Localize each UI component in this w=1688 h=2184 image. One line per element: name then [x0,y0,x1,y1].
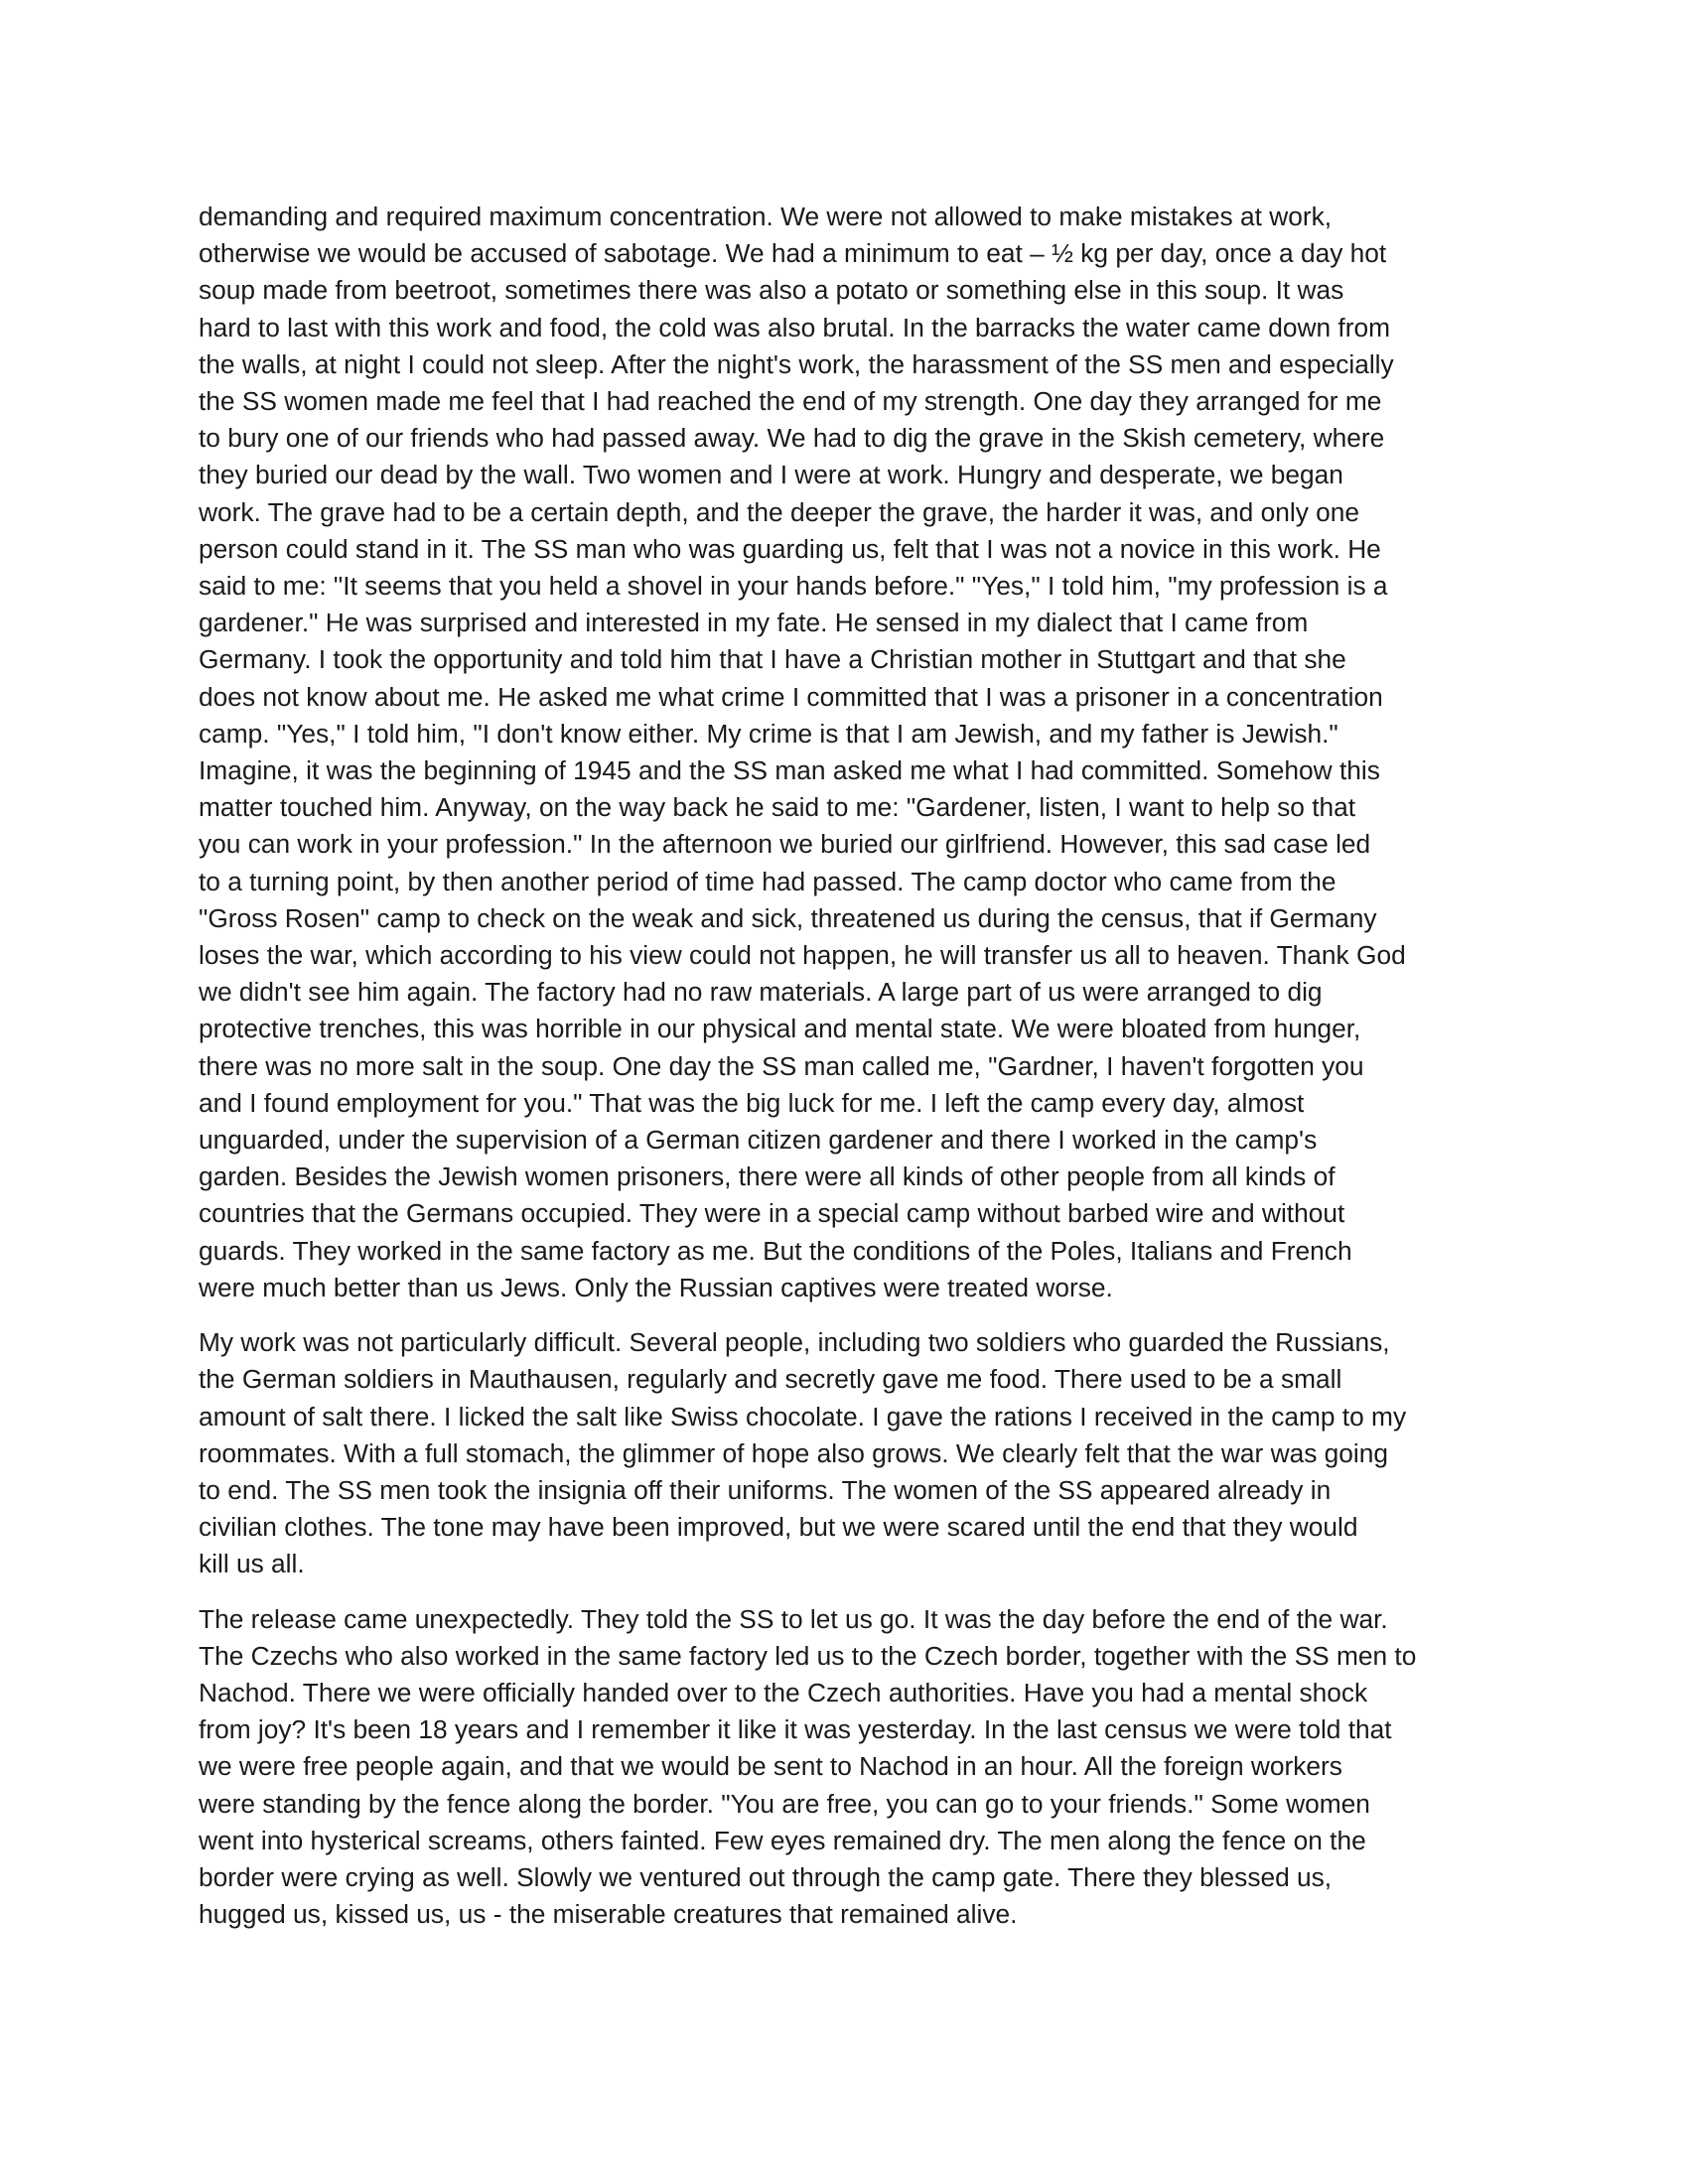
text-line: there was no more salt in the soup. One day the SS man called me, "Gardner, I haven't forgotten you [199,1050,1364,1081]
text-line: does not know about me. He asked me what crime I committed that I was a prisoner in a concentration [199,681,1383,712]
text-line: demanding and required maximum concentration. We were not allowed to make mistakes at work, [199,202,1333,231]
text-line: said to me: "It seems that you held a shovel in your hands before." "Yes," I told him, "my profession is a [199,571,1388,602]
text-line: hugged us, kissed us, us - the miserable creatures that remained alive. [199,1899,1018,1930]
text-line: to end. The SS men took the insignia off their uniforms. The women of the SS appeared already in [199,1474,1332,1505]
text-line: to bury one of our friends who had passed away. We had to dig the grave in the Skish cemetery, where [199,423,1385,454]
text-line: they buried our dead by the wall. Two women and I were at work. Hungry and desperate, we began [199,460,1343,490]
text-line: "Gross Rosen" camp to check on the weak and sick, threatened us during the census, that if Germany [199,902,1377,933]
text-line: the SS women made me feel that I had reached the end of my strength. One day they arranged for me [199,386,1382,417]
paragraph [199,1601,1499,1934]
text-line: countries that the Germans occupied. They were in a special camp without barbed wire and without [199,1198,1345,1229]
text-line: the walls, at night I could not sleep. After the night's work, the harassment of the SS men and especially [199,348,1394,379]
text-line: hard to last with this work and food, the cold was also brutal. In the barracks the water came down from [199,312,1391,342]
text-line: garden. Besides the Jewish women prisoners, there were all kinds of other people from all kinds of [199,1161,1336,1192]
document-body [199,199,1499,1933]
text-line: protective trenches, this was horrible in our physical and mental state. We were bloated from hunger, [199,1014,1361,1044]
paragraph-spacer [199,1583,1499,1601]
text-line: we were free people again, and that we would be sent to Nachod in an hour. All the foreign workers [199,1751,1342,1782]
text-line: and I found employment for you." That was the big luck for me. I left the camp every day, almost [199,1087,1305,1118]
text-line: Imagine, it was the beginning of 1945 and the SS man asked me what I had committed. Somehow this [199,755,1380,786]
text-line: from joy? It's been 18 years and I remember it like it was yesterday. In the last census we were told that [199,1714,1392,1745]
text-line: roommates. With a full stomach, the glimmer of hope also grows. We clearly felt that the war was going [199,1437,1388,1468]
text-line: camp. "Yes," I told him, "I don't know either. My crime is that I am Jewish, and my father is Jewish." [199,718,1338,749]
text-line: were much better than us Jews. Only the Russian captives were treated worse. [199,1272,1113,1302]
text-line: Nachod. There we were officially handed over to the Czech authorities. Have you had a mental shock [199,1677,1368,1707]
text-line: you can work in your profession." In the afternoon we buried our girlfriend. However, this sad case led [199,829,1371,860]
text-line: we didn't see him again. The factory had no raw materials. A large part of us were arranged to dig [199,977,1323,1008]
text-line: work. The grave had to be a certain depth, and the deeper the grave, the harder it was, and only one [199,496,1360,527]
paragraph-spacer [199,1306,1499,1324]
text-line: The release came unexpectedly. They told the SS to let us go. It was the day before the end of the war. [199,1603,1388,1634]
text-line: the German soldiers in Mauthausen, regularly and secretly gave me food. There used to be a small [199,1364,1342,1395]
text-line: person could stand in it. The SS man who was guarding us, felt that I was not a novice in this work. He [199,533,1381,564]
text-line: to a turning point, by then another period of time had passed. The camp doctor who came from the [199,866,1336,896]
text-line: civilian clothes. The tone may have been improved, but we were scared until the end that they would [199,1512,1358,1543]
text-line: loses the war, which according to his view could not happen, he will transfer us all to heaven. Thank God [199,940,1406,971]
text-line: matter touched him. Anyway, on the way back he said to me: "Gardener, listen, I want to help so that [199,792,1356,823]
text-line: Germany. I took the opportunity and told him that I have a Christian mother in Stuttgart and that she [199,644,1346,675]
text-line: The Czechs who also worked in the same factory led us to the Czech border, together with the SS men to [199,1640,1417,1671]
text-line: amount of salt there. I licked the salt like Swiss chocolate. I gave the rations I received in the camp to my [199,1401,1407,1432]
text-line: otherwise we would be accused of sabotage. We had a minimum to eat – ½ kg per day, once a day hot [199,238,1387,269]
text-line: unguarded, under the supervision of a German citizen gardener and there I worked in the camp's [199,1125,1318,1156]
text-line: were standing by the fence along the border. "You are free, you can go to your friends." Some women [199,1788,1370,1819]
paragraph [199,1324,1499,1582]
text-line: guards. They worked in the same factory as me. But the conditions of the Poles, Italians and French [199,1235,1352,1266]
paragraph [199,199,1499,1306]
text-line: border were crying as well. Slowly we ventured out through the camp gate. There they blessed us, [199,1861,1333,1892]
text-line: soup made from beetroot, sometimes there was also a potato or something else in this soup. It was [199,275,1344,306]
text-line: gardener." He was surprised and interested in my fate. He sensed in my dialect that I came from [199,608,1309,638]
text-line: kill us all. [199,1549,305,1579]
text-line: went into hysterical screams, others fainted. Few eyes remained dry. The men along the fence on the [199,1825,1366,1855]
text-line: My work was not particularly difficult. Several people, including two soldiers who guarded the Russians, [199,1327,1390,1358]
